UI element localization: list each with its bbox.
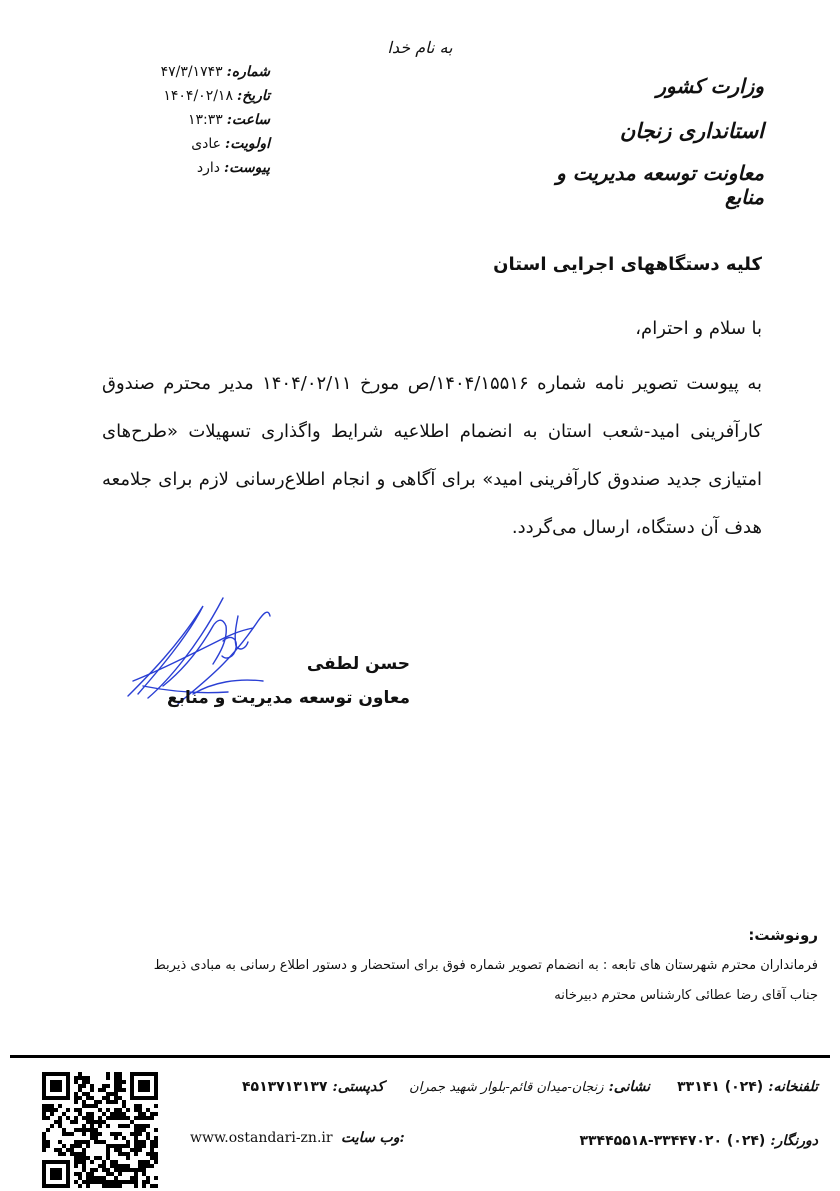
footer-address bbox=[390, 1076, 650, 1095]
meta-label: شماره: bbox=[226, 64, 270, 80]
footer-postal bbox=[184, 1076, 384, 1095]
phone-label: تلفنخانه: bbox=[768, 1079, 818, 1095]
meta-row-date bbox=[100, 88, 270, 112]
bismillah-heading: به نام خدا bbox=[387, 38, 453, 57]
meta-value: ۱۴۰۴/۰۲/۱۸ bbox=[163, 88, 233, 104]
meta-value: ۴۷/۳/۱۷۴۳ bbox=[160, 64, 223, 80]
meta-row-priority bbox=[100, 136, 270, 160]
meta-row-time bbox=[100, 112, 270, 136]
department-name: معاونت توسعه مدیریت و منابع bbox=[556, 161, 764, 209]
qr-code-icon bbox=[42, 1072, 158, 1188]
footer-phone bbox=[658, 1076, 818, 1095]
meta-label: پیوست: bbox=[224, 160, 270, 176]
letterhead-organization bbox=[524, 74, 764, 209]
phone-value: (۰۲۴) ۳۳۱۴۱ bbox=[677, 1079, 764, 1095]
meta-label: ساعت: bbox=[226, 112, 270, 128]
cc-title: رونوشت: bbox=[748, 926, 818, 944]
footer-website bbox=[190, 1130, 440, 1146]
governorate-name: استانداری زنجان bbox=[619, 118, 764, 143]
letter-body: به پیوست تصویر نامه شماره ۱۴۰۴/۱۵۵۱۶/ص مورخ ۱۴۰۴/۰۲/۱۱ مدیر محترم صندوق کارآفرینی امید-شعب استان به انضمام اطلاعیه شرایط واگذاری تسهیلات «طرح‌های امتیازی جدید صندوق کارآفرینی امید» برای آگاهی و انجام اطلاع‌رسانی لازم برای جلامعه هدف آن دستگاه، ارسال می‌گردد. bbox=[102, 373, 762, 538]
fax-label: دورنگار: bbox=[770, 1133, 818, 1149]
footer-divider bbox=[10, 1055, 830, 1058]
website-label: وب سایت: bbox=[341, 1130, 405, 1146]
address-label: نشانی: bbox=[608, 1079, 650, 1095]
meta-value: دارد bbox=[196, 160, 220, 176]
signatory-title: معاون توسعه مدیریت و منابع bbox=[166, 688, 410, 708]
meta-row-attachment bbox=[100, 160, 270, 184]
ministry-name: وزارت کشور bbox=[656, 74, 764, 98]
signatory-name: حسن لطفی bbox=[306, 654, 410, 674]
fax-value: (۰۲۴) ۳۳۴۴۷۰۲۰-۳۳۴۴۵۵۱۸ bbox=[579, 1133, 766, 1149]
greeting-line: با سلام و احترام، bbox=[635, 318, 762, 339]
letter-metadata bbox=[100, 64, 270, 184]
postal-label: کدپستی: bbox=[332, 1079, 384, 1095]
address-value: زنجان-میدان قائم-بلوار شهید جمران bbox=[409, 1080, 604, 1095]
recipient-line: کلیه دستگاههای اجرایی استان bbox=[493, 254, 762, 275]
footer-fax bbox=[528, 1130, 818, 1149]
meta-value: عادی bbox=[191, 136, 222, 152]
postal-value: ۴۵۱۳۷۱۳۱۳۷ bbox=[241, 1079, 328, 1095]
meta-row-number bbox=[100, 64, 270, 88]
meta-value: ۱۳:۳۳ bbox=[187, 112, 223, 128]
cc-line: جناب آقای رضا عطائی کارشناس محترم دبیرخانه bbox=[554, 988, 818, 1003]
meta-label: اولویت: bbox=[225, 136, 270, 152]
website-value[interactable]: www.ostandari-zn.ir bbox=[190, 1130, 333, 1146]
cc-line: فرمانداران محترم شهرستان های تابعه : به انضمام تصویر شماره فوق برای استحضار و دستور اطلاع رسانی به مبادی ذیربط bbox=[153, 958, 818, 973]
meta-label: تاریخ: bbox=[236, 88, 270, 104]
